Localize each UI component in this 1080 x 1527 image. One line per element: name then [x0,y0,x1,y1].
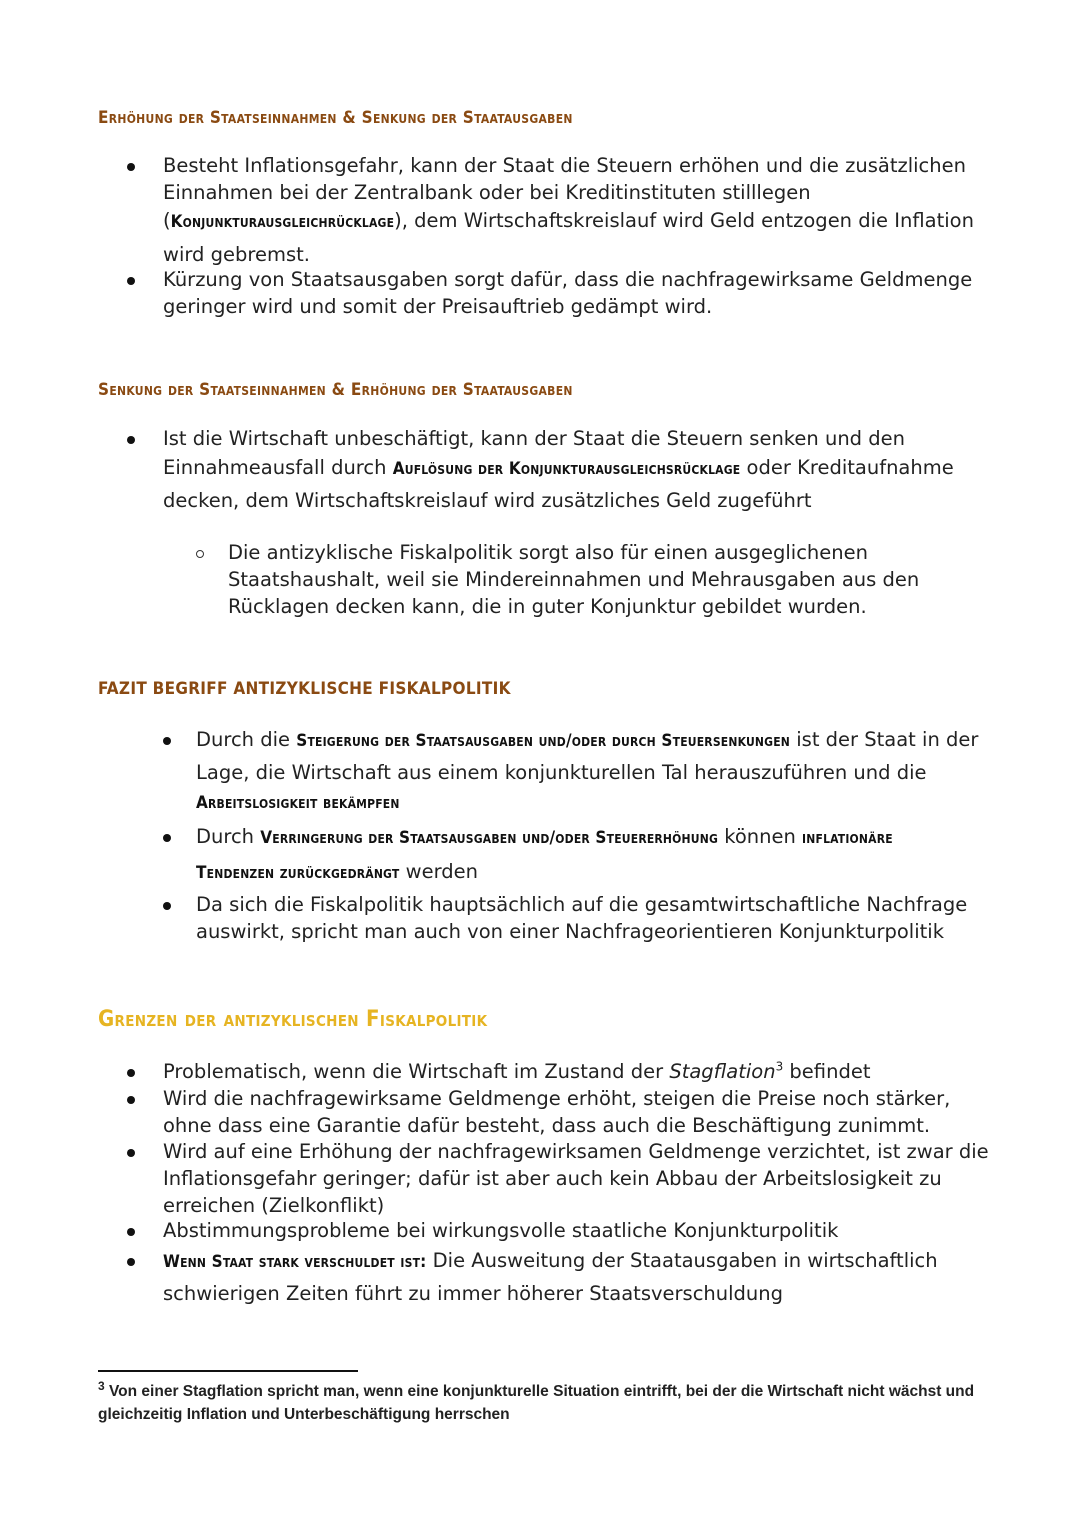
s1-b2-line1: Kürzung von Staatsausgaben sorgt dafür, dass die nachfragewirksame Geldmenge [163,268,973,291]
bullet [127,163,135,171]
bullet [163,902,171,910]
text: Durch die [196,728,297,751]
s3-b1-line3 [196,788,400,817]
footnote-ref[interactable]: 3 [775,1059,784,1074]
s4-b2-line2: ohne dass eine Garantie dafür besteht, dass auch die Beschäftigung zunimmt. [163,1114,931,1137]
s4-b1-line1 [163,1058,870,1085]
heading-fazit: FAZIT BEGRIFF ANTIZYKLISCHE FISKALPOLITIK [98,679,511,699]
text: Einnahmeausfall durch [163,456,393,479]
s4-b3-line2: Inflationsgefahr geringer; dafür ist aber auch kein Abbau der Arbeitslosigkeit zu [163,1167,942,1190]
text: Problematisch, wenn die Wirtschaft im Zustand der [163,1060,670,1083]
s3-b3-line1: Da sich die Fiskalpolitik hauptsächlich auf die gesamtwirtschaftliche Nachfrage [196,893,968,916]
bullet [163,737,171,745]
bullet [127,1096,135,1104]
s4-b5-line2: schwierigen Zeiten führt zu immer höherer Staatsverschuldung [163,1282,784,1305]
s1-b1-line1: Besteht Inflationsgefahr, kann der Staat die Steuern erhöhen und die zusätzlichen [163,154,966,177]
s2-b1-line1: Ist die Wirtschaft unbeschäftigt, kann der Staat die Steuern senken und den [163,427,905,450]
emphasis-steigerung-staatsausgaben: Steigerung der Staatsausgaben und/oder durch Steuersenkungen [296,731,791,751]
footnote-line1 [98,1380,998,1403]
heading-senkung-staatseinnahmen: Senkung der Staatseinnahmen & Erhöhung der Staatausgaben [98,380,573,400]
s3-b3-line2: auswirkt, spricht man auch von einer Nachfrageorientieren Konjunkturpolitik [196,920,944,943]
footnote-line2: gleichzeitig Inflation und Unterbeschäftigung herrschen [98,1406,510,1423]
heading-erhoehung-staatseinnahmen: Erhöhung der Staatseinnahmen & Senkung der Staatausgaben [98,108,573,128]
emphasis-inflationaere: inflationäre [802,828,893,848]
heading-grenzen: Grenzen der antizyklischen Fiskalpolitik [98,1007,488,1032]
s2-sub-line2: Staatshaushalt, weil sie Mindereinnahmen und Mehrausgaben aus den [228,568,920,591]
text: ( [163,209,171,232]
s1-b1-line3 [163,207,974,236]
s2-b1-line2 [163,454,954,483]
s4-b4-line1: Abstimmungsprobleme bei wirkungsvolle staatliche Konjunkturpolitik [163,1219,839,1242]
s4-b3-line3: erreichen (Zielkonflikt) [163,1194,385,1217]
s1-b1-line4: wird gebremst. [163,243,310,266]
s2-b1-line3: decken, dem Wirtschaftskreislauf wird zusätzliches Geld zugeführt [163,489,812,512]
text: Von einer Stagflation spricht man, wenn eine konjunkturelle Situation eintrifft, bei der die Wirtschaft nicht wächst und [104,1383,975,1400]
text: können [718,825,803,848]
s1-b1-line2: Einnahmen bei der Zentralbank oder bei Kreditinstituten stilllegen [163,181,811,204]
term-stagflation: Stagflation [669,1060,776,1083]
emphasis-tendenzen: Tendenzen zurückgedrängt [196,863,400,883]
bullet [127,1258,135,1266]
text: Die Ausweitung der Staatausgaben in wirtschaftlich [426,1249,938,1272]
s1-b2-line2: geringer wird und somit der Preisauftrieb gedämpt wird. [163,295,713,318]
footnote-separator [98,1370,358,1372]
text: ), dem Wirtschaftskreislauf wird Geld entzogen die Inflation [394,209,974,232]
s4-b5-line1 [163,1247,938,1276]
s2-sub-line1: Die antizyklische Fiskalpolitik sorgt also für einen ausgeglichenen [228,541,868,564]
emphasis-aufloesung-ruecklage: Auflösung der Konjunkturausgleichsrücklage [392,459,741,479]
bullet [127,277,135,285]
bullet [163,834,171,842]
footnote-number: 3 [98,1378,105,1393]
text: ist der Staat in der [790,728,979,751]
bullet [127,1069,135,1077]
emphasis-arbeitslosigkeit: Arbeitslosigkeit bekämpfen [196,793,400,813]
text: Durch [196,825,261,848]
emphasis-konjunkturausgleichruecklage: Konjunkturausgleichrücklage [170,212,395,232]
s4-b3-line1: Wird auf eine Erhöhung der nachfragewirksamen Geldmenge verzichtet, ist zwar die [163,1140,989,1163]
bullet [127,436,135,444]
text: befindet [783,1060,871,1083]
s3-b2-line1 [196,823,893,852]
s4-b2-line1: Wird die nachfragewirksame Geldmenge erhöht, steigen die Preise noch stärker, [163,1087,951,1110]
s2-sub-line3: Rücklagen decken kann, die in guter Konjunktur gebildet wurden. [228,595,867,618]
text: oder Kreditaufnahme [740,456,954,479]
s3-b1-line2: Lage, die Wirtschaft aus einem konjunkturellen Tal herauszuführen und die [196,761,927,784]
emphasis-staat-verschuldet: Wenn Staat stark verschuldet ist: [163,1252,427,1272]
sub-bullet [196,550,204,558]
emphasis-verringerung-staatsausgaben: Verringerung der Staatsausgaben und/oder Steuererhöhung [260,828,719,848]
footnote [98,1380,998,1426]
s3-b2-line2 [196,858,478,887]
bullet [127,1228,135,1236]
s3-b1-line1 [196,726,978,755]
bullet [127,1149,135,1157]
text: werden [399,860,479,883]
